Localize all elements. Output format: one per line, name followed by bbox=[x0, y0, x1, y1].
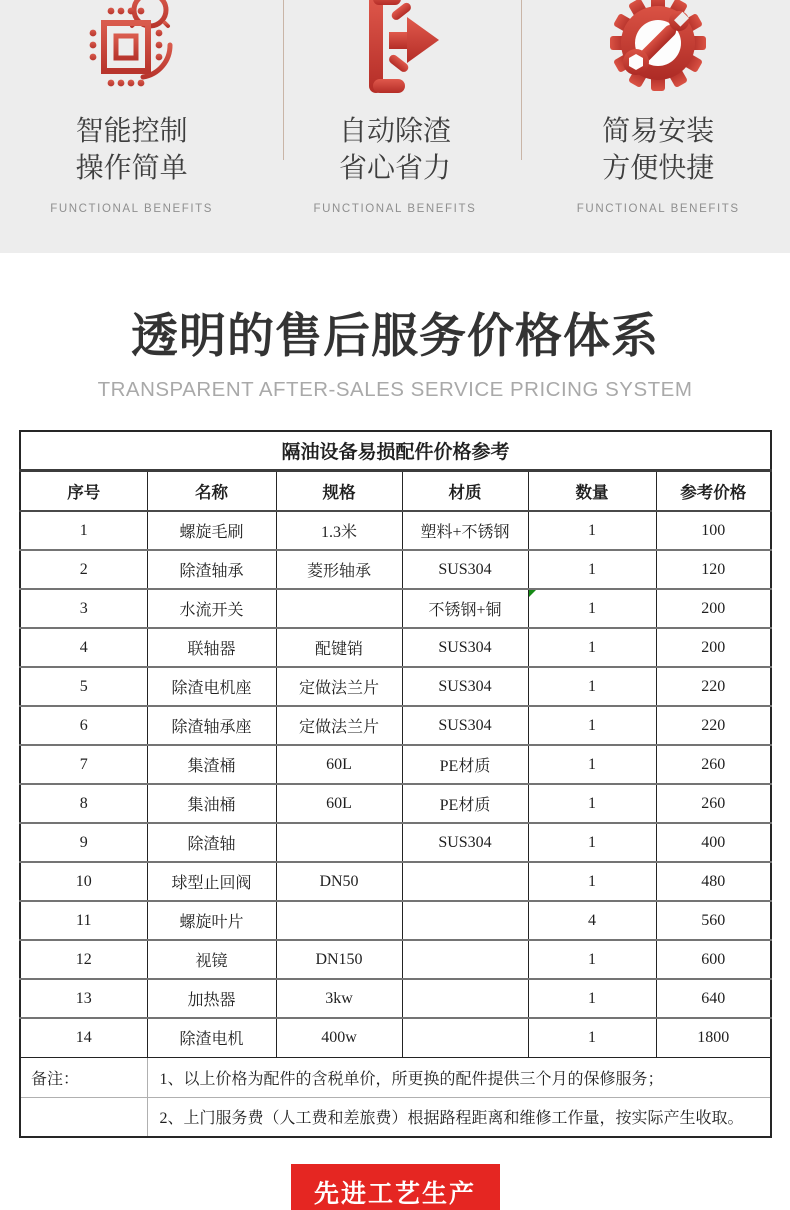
table-cell: 配键销 bbox=[276, 628, 402, 667]
table-row bbox=[20, 940, 771, 979]
table-cell: 400w bbox=[276, 1018, 402, 1057]
feature-title-line: 方便快捷 bbox=[602, 152, 715, 183]
table-cell: 2 bbox=[20, 550, 147, 589]
table-cell: 1 bbox=[528, 628, 656, 667]
table-cell: 定做法兰片 bbox=[276, 667, 402, 706]
feature-card-easy-install bbox=[527, 0, 790, 253]
table-cell: 200 bbox=[656, 628, 771, 667]
table-row bbox=[20, 1018, 771, 1057]
feature-title-line: 简易安装 bbox=[602, 115, 715, 146]
table-cell: 220 bbox=[656, 667, 771, 706]
column-header: 参考价格 bbox=[656, 470, 771, 511]
table-row bbox=[20, 550, 771, 589]
features-section bbox=[0, 0, 790, 253]
table-row bbox=[20, 979, 771, 1018]
table-cell: 480 bbox=[656, 862, 771, 901]
feature-title-line: 省心省力 bbox=[338, 152, 451, 183]
table-cell: SUS304 bbox=[402, 667, 528, 706]
table-cell: 200 bbox=[656, 589, 771, 628]
table-cell bbox=[402, 1018, 528, 1057]
table-cell: 定做法兰片 bbox=[276, 706, 402, 745]
table-row bbox=[20, 511, 771, 550]
feature-subtitle: FUNCTIONAL BENEFITS bbox=[313, 203, 477, 215]
table-cell: 3 bbox=[20, 589, 147, 628]
table-cell bbox=[276, 823, 402, 862]
table-row bbox=[20, 784, 771, 823]
feature-subtitle: FUNCTIONAL BENEFITS bbox=[576, 203, 740, 215]
page-title: 透明的售后服务价格体系 bbox=[131, 309, 659, 362]
table-row bbox=[20, 862, 771, 901]
table-cell: 400 bbox=[656, 823, 771, 862]
feature-subtitle: FUNCTIONAL BENEFITS bbox=[50, 203, 214, 215]
section-heading bbox=[0, 253, 790, 402]
table-cell: 集渣桶 bbox=[147, 745, 276, 784]
table-cell: 260 bbox=[656, 745, 771, 784]
table-cell: 1.3米 bbox=[276, 511, 402, 550]
table-cell: 1 bbox=[528, 862, 656, 901]
notes-label: 备注： bbox=[20, 1057, 147, 1097]
table-cell: 1 bbox=[528, 589, 656, 628]
table-cell: 1 bbox=[20, 511, 147, 550]
table-cell: 600 bbox=[656, 940, 771, 979]
table-cell: 4 bbox=[528, 901, 656, 940]
table-cell: DN50 bbox=[276, 862, 402, 901]
table-cell: 螺旋毛刷 bbox=[147, 511, 276, 550]
table-cell: 1 bbox=[528, 706, 656, 745]
section-banner: 先进工艺生产 bbox=[291, 1164, 500, 1210]
table-cell: 除渣电机座 bbox=[147, 667, 276, 706]
table-row bbox=[20, 667, 771, 706]
table-cell: 不锈钢+铜 bbox=[402, 589, 528, 628]
table-cell: 3kw bbox=[276, 979, 402, 1018]
table-cell: 100 bbox=[656, 511, 771, 550]
feature-title-line: 操作简单 bbox=[75, 152, 188, 183]
gear-wrench-icon bbox=[527, 0, 790, 96]
table-cell: 220 bbox=[656, 706, 771, 745]
column-header: 序号 bbox=[20, 470, 147, 511]
table-cell: 视镜 bbox=[147, 940, 276, 979]
table-cell: 9 bbox=[20, 823, 147, 862]
table-cell: 1 bbox=[528, 745, 656, 784]
table-cell bbox=[402, 901, 528, 940]
feature-title-line: 智能控制 bbox=[75, 115, 188, 146]
table-cell: SUS304 bbox=[402, 628, 528, 667]
column-header: 规格 bbox=[276, 470, 402, 511]
table-row bbox=[20, 628, 771, 667]
table-cell: 640 bbox=[656, 979, 771, 1018]
column-header: 材质 bbox=[402, 470, 528, 511]
notes-row bbox=[20, 1057, 771, 1097]
table-cell: 除渣轴承座 bbox=[147, 706, 276, 745]
table-cell: 120 bbox=[656, 550, 771, 589]
parts-price-table bbox=[19, 430, 772, 1138]
table-cell: 11 bbox=[20, 901, 147, 940]
table-cell: 60L bbox=[276, 745, 402, 784]
table-cell: 1 bbox=[528, 550, 656, 589]
table-cell bbox=[402, 862, 528, 901]
table-cell bbox=[402, 940, 528, 979]
table-header-row bbox=[20, 470, 771, 511]
table-cell bbox=[276, 589, 402, 628]
feature-title-line: 自动除渣 bbox=[338, 115, 451, 146]
table-cell: 集油桶 bbox=[147, 784, 276, 823]
table-cell bbox=[402, 979, 528, 1018]
table-cell: 6 bbox=[20, 706, 147, 745]
table-cell: 1800 bbox=[656, 1018, 771, 1057]
table-title-row bbox=[20, 431, 771, 470]
table-cell: 1 bbox=[528, 823, 656, 862]
table-cell: 12 bbox=[20, 940, 147, 979]
table-cell: 260 bbox=[656, 784, 771, 823]
column-header: 名称 bbox=[147, 470, 276, 511]
table-cell: 联轴器 bbox=[147, 628, 276, 667]
note-text: 1、以上价格为配件的含税单价，所更换的配件提供三个月的保修服务； bbox=[147, 1057, 771, 1097]
notes-row bbox=[20, 1097, 771, 1137]
table-cell: 除渣轴承 bbox=[147, 550, 276, 589]
table-cell: 560 bbox=[656, 901, 771, 940]
table-cell: 加热器 bbox=[147, 979, 276, 1018]
column-header: 数量 bbox=[528, 470, 656, 511]
table-title: 隔油设备易损配件价格参考 bbox=[20, 431, 771, 470]
notes-label-empty bbox=[20, 1097, 147, 1137]
table-cell: SUS304 bbox=[402, 706, 528, 745]
table-cell: PE材质 bbox=[402, 784, 528, 823]
table-cell: 4 bbox=[20, 628, 147, 667]
table-row bbox=[20, 823, 771, 862]
table-cell: 螺旋叶片 bbox=[147, 901, 276, 940]
feature-card-smart-control bbox=[0, 0, 263, 253]
table-cell: 60L bbox=[276, 784, 402, 823]
table-cell: 8 bbox=[20, 784, 147, 823]
table-cell: 1 bbox=[528, 1018, 656, 1057]
note-text: 2、上门服务费（人工费和差旅费）根据路程距离和维修工作量，按实际产生收取。 bbox=[147, 1097, 771, 1137]
page-subtitle: TRANSPARENT AFTER-SALES SERVICE PRICING SYSTEM bbox=[97, 378, 693, 401]
table-cell: 1 bbox=[528, 979, 656, 1018]
chip-gear-icon bbox=[0, 0, 263, 96]
table-row bbox=[20, 706, 771, 745]
table-cell: 1 bbox=[528, 940, 656, 979]
feature-card-auto-discharge bbox=[263, 0, 526, 253]
table-cell: 1 bbox=[528, 511, 656, 550]
table-cell bbox=[276, 901, 402, 940]
table-row bbox=[20, 901, 771, 940]
table-cell: 14 bbox=[20, 1018, 147, 1057]
cell-annotation-marker bbox=[529, 590, 536, 597]
table-cell: 水流开关 bbox=[147, 589, 276, 628]
table-row bbox=[20, 589, 771, 628]
table-cell: 1 bbox=[528, 784, 656, 823]
table-cell: SUS304 bbox=[402, 550, 528, 589]
table-cell: 除渣轴 bbox=[147, 823, 276, 862]
table-cell: 13 bbox=[20, 979, 147, 1018]
table-cell: SUS304 bbox=[402, 823, 528, 862]
table-row bbox=[20, 745, 771, 784]
table-cell: DN150 bbox=[276, 940, 402, 979]
table-cell: 菱形轴承 bbox=[276, 550, 402, 589]
table-cell: 5 bbox=[20, 667, 147, 706]
table-cell: 除渣电机 bbox=[147, 1018, 276, 1057]
auto-discharge-icon bbox=[263, 0, 526, 96]
table-cell: 球型止回阀 bbox=[147, 862, 276, 901]
table-cell: 10 bbox=[20, 862, 147, 901]
table-cell: 塑料+不锈钢 bbox=[402, 511, 528, 550]
table-cell: 7 bbox=[20, 745, 147, 784]
table-cell: 1 bbox=[528, 667, 656, 706]
table-cell: PE材质 bbox=[402, 745, 528, 784]
